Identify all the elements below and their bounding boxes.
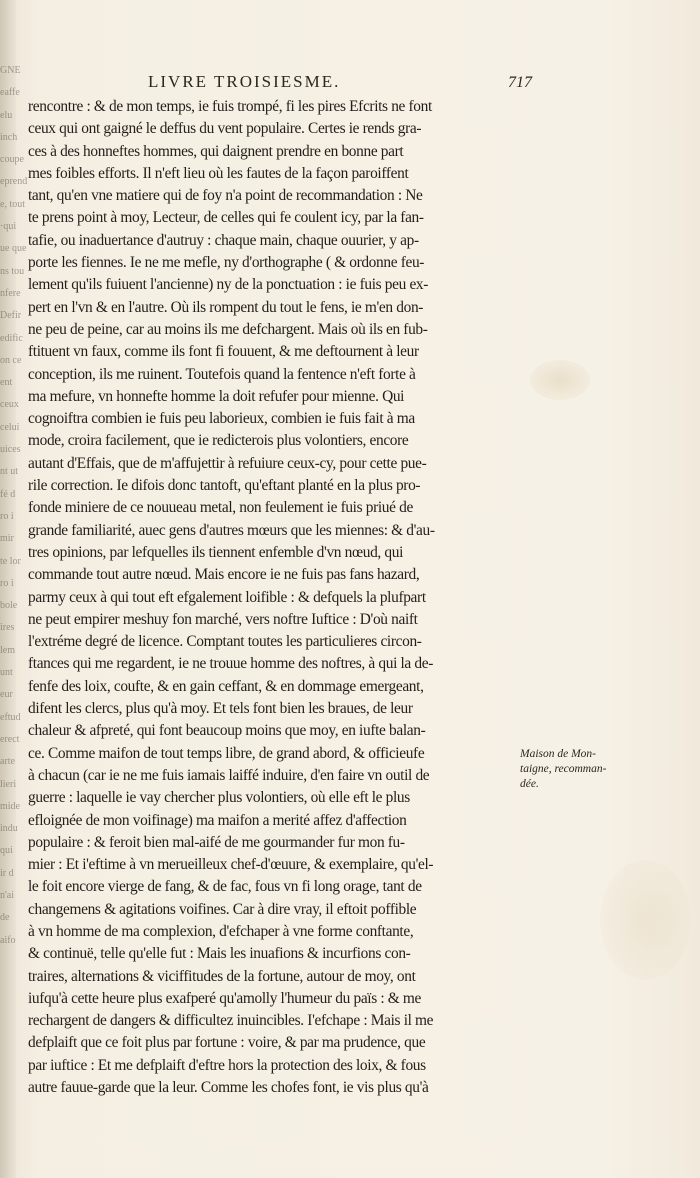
text-line: rencontre : & de mon temps, ie fuis trompé, fi les pires Efcrits ne font bbox=[28, 98, 432, 115]
bleed-fragment: celui bbox=[0, 421, 20, 433]
bleed-fragment: n'ai bbox=[0, 889, 15, 901]
text-line: ne peu de peine, car au moins ils me defchargent. Mais où ils en fub- bbox=[28, 320, 428, 338]
margin-note-line: dée. bbox=[520, 778, 539, 790]
text-line: lement qu'ils fuiuent l'ancienne) ny de la ponctuation : ie fuis peu ex- bbox=[28, 276, 429, 294]
text-line: efloignée de mon voifinage) ma maifon a merité affez d'affection bbox=[28, 811, 407, 829]
text-line: par iuftice : Et me defplaift d'eftre hors la protection des loix, & fous bbox=[28, 1056, 426, 1074]
bleed-fragment: lieri bbox=[0, 778, 17, 790]
text-line: ma mefure, vn honnefte homme la doit refufer pour mienne. Qui bbox=[28, 387, 405, 405]
text-line: autant d'Effais, que de m'affujettir à refuiure ceux-cy, pour cette pue- bbox=[28, 454, 427, 472]
bleed-fragment: ns tou bbox=[0, 265, 25, 277]
text-line: mier : Et i'eftime à vn merueilleux chef-d'œuure, & exemplaire, qu'el- bbox=[28, 856, 434, 874]
text-line: conception, ils me ruinent. Toutefois quand la fentence n'eft forte à bbox=[28, 365, 416, 383]
text-line: te prens point à moy, Lecteur, de celles qui fe coulent icy, par la fan- bbox=[28, 209, 424, 227]
text-line: ces à des honneftes hommes, qui daignent prendre en bonne part bbox=[28, 142, 404, 160]
bleed-fragment: ceux bbox=[0, 399, 19, 411]
margin-note-line: Maison de Mon- bbox=[520, 748, 597, 760]
bleed-fragment: eur bbox=[0, 689, 13, 701]
text-line: iufqu'à cette heure plus exafperé qu'amolly l'humeur du païs : & me bbox=[28, 989, 422, 1007]
bleed-fragment: arte bbox=[0, 756, 15, 768]
text-line: porte les fiennes. Ie ne me mefle, ny d'orthographe ( & ordonne feu- bbox=[28, 254, 425, 272]
text-line: fenfe des loix, coufte, & en gain ceffant, & en dommage emergeant, bbox=[28, 677, 424, 695]
bleed-fragment: erect bbox=[0, 733, 20, 745]
text-line: rechargent de dangers & difficultez inuincibles. I'efchape : Mais il me bbox=[28, 1012, 434, 1030]
text-line: à chacun (car ie ne me fuis iamais laiffé induire, d'en faire vn outil de bbox=[28, 766, 430, 784]
text-line: commande tout autre nœud. Mais encore ie ne fuis pas fans hazard, bbox=[28, 566, 420, 584]
bleed-fragment: eftud bbox=[0, 711, 21, 723]
bleed-fragment: lem bbox=[0, 644, 15, 656]
text-line: changemens & agitations voifines. Car à dire vray, il eftoit poffible bbox=[28, 900, 417, 918]
paper-stain bbox=[530, 360, 590, 400]
bleed-fragment: ro i bbox=[0, 510, 14, 522]
bleed-fragment: inch bbox=[0, 131, 18, 143]
bleed-fragment: Defir bbox=[0, 310, 22, 322]
bleed-fragment: aifo bbox=[0, 934, 16, 946]
text-line: ne peut empirer meshuy fon marché, vers noftre Iuftice : D'où naift bbox=[28, 610, 418, 628]
bleed-fragment: coupe bbox=[0, 154, 24, 166]
margin-note-line: taigne, recomman- bbox=[520, 763, 607, 775]
bleed-fragment: edific bbox=[0, 332, 23, 344]
bleed-fragment: fé d bbox=[0, 488, 16, 500]
text-line: cognoiftra combien ie fuis peu laborieux, combien ie fuis fait à ma bbox=[28, 410, 415, 428]
bleed-fragment: nt ut bbox=[0, 466, 19, 478]
page-number: 717 bbox=[508, 74, 532, 91]
bleed-fragment: uices bbox=[0, 444, 21, 456]
text-line: ce. Comme maifon de tout temps libre, de grand abord, & officieufe bbox=[28, 744, 425, 762]
text-line: à vn homme de ma complexion, d'efchaper à vne forme conftante, bbox=[28, 922, 414, 940]
bleed-fragment: e, tout bbox=[0, 198, 25, 210]
margin-note bbox=[520, 747, 630, 792]
bleed-fragment: elu bbox=[0, 109, 13, 121]
bleed-fragment: unt bbox=[0, 667, 13, 679]
text-line: populaire : & feroit bien mal-aifé de me gourmander fur mon fu- bbox=[28, 833, 405, 851]
text-line: pert en l'vn & en l'autre. Où ils rompent du tout le fens, ie m'en don- bbox=[28, 298, 424, 316]
bleed-fragment: mir bbox=[0, 533, 14, 545]
text-line: traires, alternations & viciffitudes de la fortune, autour de moy, ont bbox=[28, 967, 416, 985]
paper-stain bbox=[600, 860, 690, 980]
text-line: chaleur & afpreté, qui font beaucoup moins que moy, en iufte balan- bbox=[28, 722, 426, 740]
text-line: mes foibles efforts. Il n'eft lieu où les fautes de la façon paroiffent bbox=[28, 164, 409, 182]
bleed-fragment: eprend bbox=[0, 176, 28, 188]
bleed-fragment: indu bbox=[0, 823, 18, 835]
text-line: parmy ceux à qui tout eft efgalement loifible : & defquels la plufpart bbox=[28, 588, 426, 606]
bleed-fragment: ue que bbox=[0, 243, 27, 255]
running-head: LIVRE TROISIESME. bbox=[148, 72, 341, 91]
text-line: autre fauue-garde que la leur. Comme les chofes font, ie vis plus qu'à bbox=[28, 1079, 429, 1097]
text-line: tafie, ou inaduertance d'autruy : chaque main, chaque ouurier, y ap- bbox=[28, 231, 419, 249]
bleed-fragment: ir d bbox=[0, 867, 14, 879]
bleed-fragment: GNE bbox=[0, 65, 21, 76]
text-line: & continuë, telle qu'elle fut : Mais les inuafions & incurfions con- bbox=[28, 945, 411, 963]
text-line: mode, croira facilement, que ie redicterois plus volontiers, encore bbox=[28, 432, 409, 450]
bleed-fragment: ro i bbox=[0, 577, 14, 589]
bleed-fragment: ent bbox=[0, 377, 13, 389]
bleed-fragment: ·qui bbox=[0, 221, 17, 233]
bleed-fragment: te lor bbox=[0, 555, 21, 567]
bleed-fragment: bole bbox=[0, 600, 18, 612]
text-line: l'extréme degré de licence. Comptant toutes les particulieres circon- bbox=[28, 633, 422, 651]
text-line: tant, qu'en vne matiere qui de foy n'a point de recommandation : Ne bbox=[28, 187, 423, 205]
body-text bbox=[28, 96, 510, 1099]
text-line: guerre : laquelle ie vay chercher plus volontiers, où elle eft le plus bbox=[28, 789, 410, 807]
bleed-fragment: eaffe bbox=[0, 87, 20, 99]
text-line: grande familiarité, auec gens d'autres mœurs que les miennes: & d'au- bbox=[28, 521, 435, 539]
text-line: rile correction. Ie difois donc tantoft, qu'eftant planté en la plus pro- bbox=[28, 477, 421, 495]
bleed-fragment: mide bbox=[0, 800, 20, 812]
bleed-fragment: de bbox=[0, 912, 10, 924]
text-line: difent les clercs, plus qu'à moy. Et tels font bien les braues, de leur bbox=[28, 700, 413, 718]
bleed-fragment: ires bbox=[0, 622, 15, 634]
bleed-fragment: qui bbox=[0, 845, 13, 857]
text-line: tres opinions, par lefquelles ils tiennent enfemble d'vn nœud, qui bbox=[28, 543, 404, 561]
text-line: le foit encore vierge de fang, & de fac, fous vn fi long orage, tant de bbox=[28, 878, 422, 896]
text-line: ceux qui ont gaigné le deffus du vent populaire. Certes ie rends gra- bbox=[28, 120, 422, 138]
facing-page-bleed bbox=[0, 60, 28, 952]
text-line: ftances qui me regardent, ie ne trouue homme des noftres, à qui la de- bbox=[28, 655, 433, 673]
text-line: fonde miniere de ce nouueau metal, non feulement ie fuis priué de bbox=[28, 499, 413, 517]
bleed-fragment: nfere bbox=[0, 287, 21, 299]
text-line: ftituent vn faux, comme ils font fi fouuent, & me deftournent à leur bbox=[28, 343, 419, 361]
text-line: defplaift que ce foit plus par fortune : voire, & par ma prudence, que bbox=[28, 1034, 426, 1052]
bleed-fragment: on ce bbox=[0, 354, 22, 366]
